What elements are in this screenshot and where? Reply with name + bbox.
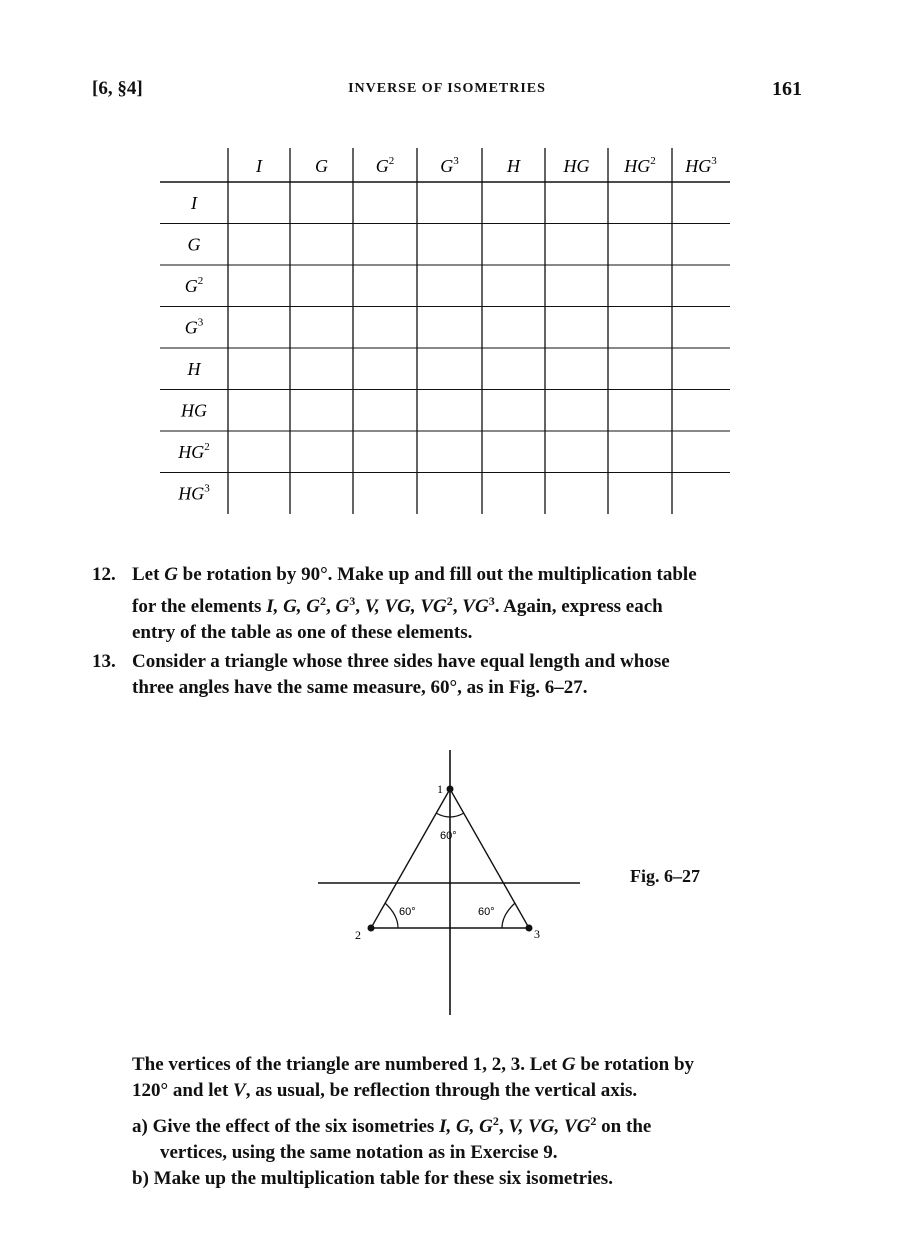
triangle-figure bbox=[300, 745, 600, 1020]
ex12-line-2: for the elements I, G, $G^2$, $G^3$, V, VG, $VG^2$, $VG^3$. Again, express each bbox=[132, 594, 663, 617]
column-header: $G^3$ bbox=[440, 155, 459, 176]
ex13-line-1: Consider a triangle whose three sides have equal length and whose bbox=[132, 651, 670, 672]
page-header bbox=[92, 78, 802, 102]
row-header: H bbox=[187, 359, 201, 379]
vertex-dot bbox=[447, 786, 454, 793]
ex13-line-2: three angles have the same measure, 60°, as in Fig. 6–27. bbox=[132, 677, 588, 698]
column-header: $G^2$ bbox=[375, 155, 395, 176]
page-number: 161 bbox=[772, 78, 802, 100]
angle-label-top: 60° bbox=[440, 830, 457, 842]
column-header: $HG^3$ bbox=[685, 155, 717, 176]
exercise-number: 12. bbox=[92, 564, 116, 585]
exercise-number: 13. bbox=[92, 651, 116, 672]
exercise-12 bbox=[92, 562, 812, 642]
intro-line-2: 120° and let V, as usual, be reflection through the vertical axis. bbox=[132, 1080, 638, 1101]
part-a-line-1: a) Give the effect of the six isometries I, G, $G^2$, V, VG, $VG^2$ on the bbox=[132, 1114, 652, 1137]
running-title: INVERSE OF ISOMETRIES bbox=[348, 81, 546, 96]
column-header: $HG^2$ bbox=[624, 155, 656, 176]
vertex-dot bbox=[368, 925, 375, 932]
part-b-line: b) Make up the multiplication table for these six isometries. bbox=[132, 1168, 613, 1189]
column-header: G bbox=[315, 156, 328, 176]
vertex-label-1: 1 bbox=[437, 782, 443, 796]
part-a-line-2: vertices, using the same notation as in Exercise 9. bbox=[160, 1142, 558, 1163]
ex12-line-1: Let G be rotation by 90°. Make up and fill out the multiplication table bbox=[132, 564, 697, 585]
row-header: $G^2$ bbox=[184, 275, 204, 296]
left-angle-arc bbox=[385, 903, 398, 928]
vertex-dot bbox=[526, 925, 533, 932]
figure-caption: Fig. 6–27 bbox=[630, 866, 700, 886]
intro-line-1: The vertices of the triangle are numbered 1, 2, 3. Let G be rotation by bbox=[132, 1054, 695, 1075]
exercise-13 bbox=[92, 649, 812, 705]
exercise-13-continued bbox=[132, 1052, 822, 1212]
angle-label-right: 60° bbox=[478, 906, 495, 918]
column-header: H bbox=[507, 156, 520, 176]
angle-label-left: 60° bbox=[399, 906, 416, 918]
multiplication-table bbox=[160, 148, 740, 528]
column-header: I bbox=[256, 156, 262, 176]
vertex-label-2: 2 bbox=[355, 928, 361, 942]
row-header: I bbox=[191, 193, 197, 213]
section-ref: [6, §4] bbox=[92, 78, 143, 99]
ex12-line-3: entry of the table as one of these elements. bbox=[132, 622, 473, 643]
row-header: $G^3$ bbox=[184, 316, 204, 338]
vertex-label-3: 3 bbox=[534, 927, 540, 941]
right-angle-arc bbox=[502, 903, 515, 928]
row-header: $HG^2$ bbox=[178, 441, 210, 462]
row-header: G bbox=[187, 234, 201, 255]
row-header: $HG^3$ bbox=[178, 482, 210, 504]
row-header: HG bbox=[181, 400, 207, 421]
column-header: HG bbox=[563, 156, 590, 176]
